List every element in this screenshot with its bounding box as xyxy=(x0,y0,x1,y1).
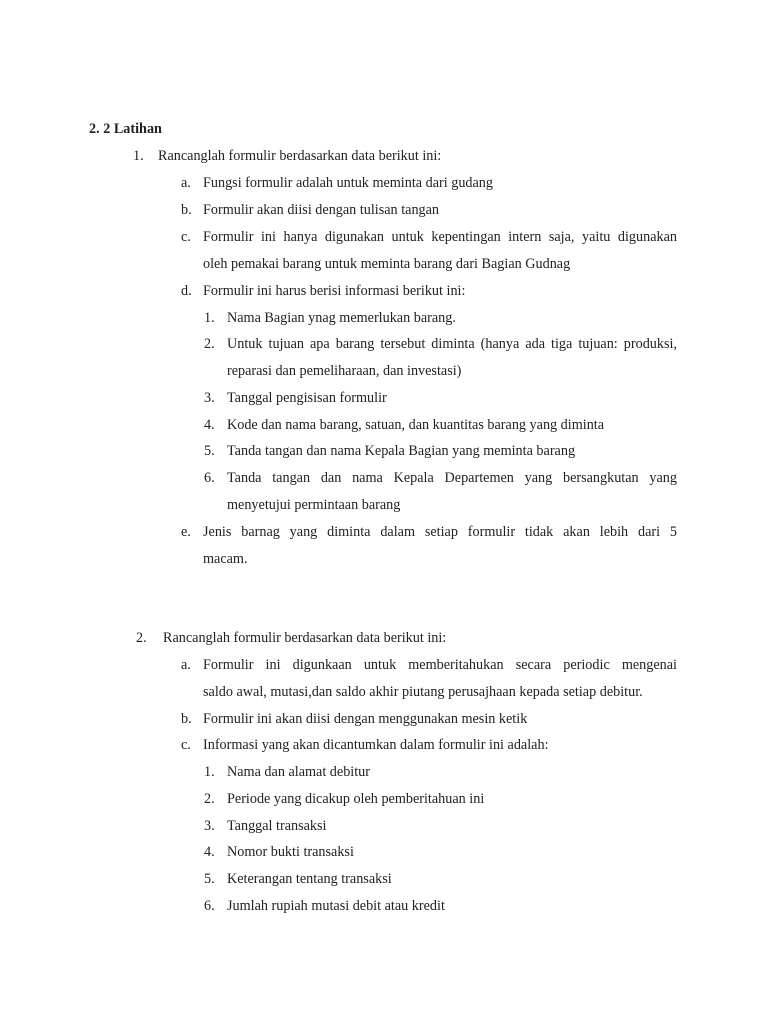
list-item-text: saldo awal, mutasi,dan saldo akhir piutang perusajhaan kepada setiap debitur. xyxy=(203,684,643,700)
sublist-number: 4. xyxy=(204,844,215,860)
sublist-number: 2. xyxy=(204,336,215,352)
sublist-number: 5. xyxy=(204,871,215,887)
list-letter: a. xyxy=(181,175,191,191)
list-letter: b. xyxy=(181,711,192,727)
sublist-number: 1. xyxy=(204,764,215,780)
list-number: 1. xyxy=(133,148,144,164)
list-item-text: macam. xyxy=(203,551,248,567)
list-letter: c. xyxy=(181,737,191,753)
list-item-text: Fungsi formulir adalah untuk meminta dari gudang xyxy=(203,175,493,191)
sublist-item-text: Tanda tangan dan nama Kepala Bagian yang meminta barang xyxy=(227,443,576,459)
list-item-text: Rancanglah formulir berdasarkan data berikut ini: xyxy=(158,148,442,164)
list-item-text: oleh pemakai barang untuk meminta barang dari Bagian Gudnag xyxy=(203,256,571,272)
sublist-item-text: Nama dan alamat debitur xyxy=(227,764,370,780)
list-item-text: Rancanglah formulir berdasarkan data berikut ini: xyxy=(163,630,447,646)
sublist-item-text: Tanda tangan dan nama Kepala Departemen yang bersangkutan yang xyxy=(227,470,677,486)
list-letter: d. xyxy=(181,283,192,299)
sublist-item-text: Periode yang dicakup oleh pemberitahuan ini xyxy=(227,791,485,807)
sublist-item-text: Nama Bagian ynag memerlukan barang. xyxy=(227,310,456,326)
list-letter: a. xyxy=(181,657,191,673)
list-item-text: Formulir ini hanya digunakan untuk kepentingan intern saja, yaitu digunakan xyxy=(203,229,677,245)
sublist-item-text: Jumlah rupiah mutasi debit atau kredit xyxy=(227,898,445,914)
list-number: 2. xyxy=(136,630,147,646)
sublist-item-text: Tanggal pengisisan formulir xyxy=(227,390,387,406)
sublist-number: 5. xyxy=(204,443,215,459)
sublist-number: 6. xyxy=(204,470,215,486)
section-heading: 2. 2 Latihan xyxy=(89,121,162,137)
sublist-item-text: Untuk tujuan apa barang tersebut diminta (hanya ada tiga tujuan: produksi, xyxy=(227,336,677,352)
sublist-number: 1. xyxy=(204,310,215,326)
sublist-number: 6. xyxy=(204,898,215,914)
sublist-item-text: reparasi dan pemeliharaan, dan investasi) xyxy=(227,363,462,379)
sublist-number: 3. xyxy=(204,390,215,406)
sublist-item-text: Keterangan tentang transaksi xyxy=(227,871,392,887)
sublist-number: 4. xyxy=(204,417,215,433)
sublist-number: 2. xyxy=(204,791,215,807)
list-item-text: Formulir ini akan diisi dengan menggunakan mesin ketik xyxy=(203,711,528,727)
list-item-text: Informasi yang akan dicantumkan dalam formulir ini adalah: xyxy=(203,737,549,753)
list-letter: c. xyxy=(181,229,191,245)
list-item-text: Jenis barnag yang diminta dalam setiap formulir tidak akan lebih dari 5 xyxy=(203,524,677,540)
sublist-item-text: Kode dan nama barang, satuan, dan kuantitas barang yang diminta xyxy=(227,417,605,433)
list-letter: e. xyxy=(181,524,191,540)
list-item-text: Formulir akan diisi dengan tulisan tangan xyxy=(203,202,440,218)
sublist-item-text: menyetujui permintaan barang xyxy=(227,497,401,513)
sublist-item-text: Tanggal transaksi xyxy=(227,818,327,834)
list-item-text: Formulir ini harus berisi informasi berikut ini: xyxy=(203,283,466,299)
sublist-item-text: Nomor bukti transaksi xyxy=(227,844,354,860)
list-item-text: Formulir ini digunkaan untuk memberitahukan secara periodic mengenai xyxy=(203,657,677,673)
sublist-number: 3. xyxy=(204,818,215,834)
list-letter: b. xyxy=(181,202,192,218)
